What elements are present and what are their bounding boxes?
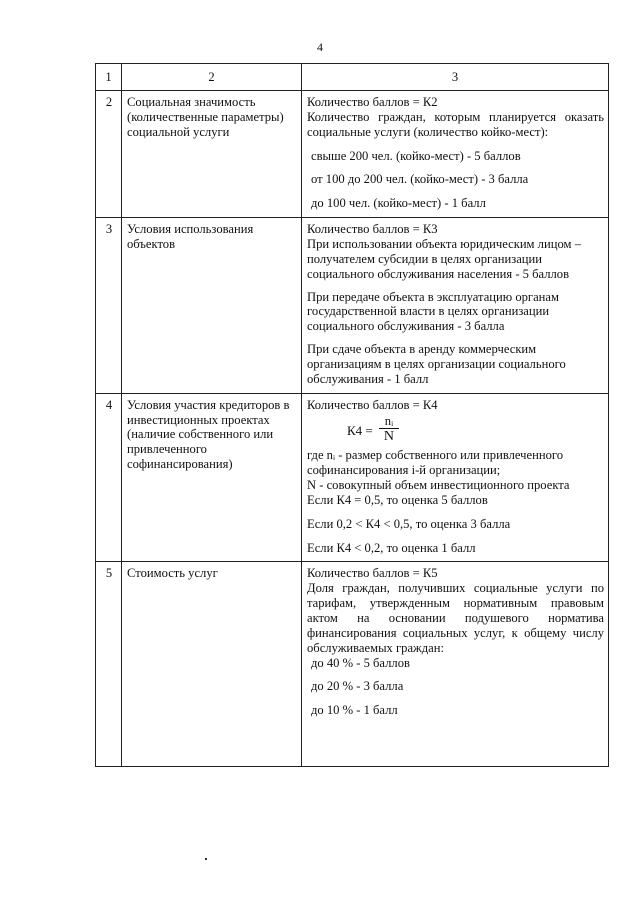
scan-speck — [205, 858, 207, 860]
table-row — [96, 91, 609, 218]
score-option: свыше 200 чел. (койко-мест) - 5 баллов — [311, 148, 521, 163]
k4-formula — [347, 415, 604, 447]
table-row — [96, 562, 609, 767]
scoring-cell — [302, 393, 609, 562]
formula-denominator: N — [383, 429, 394, 445]
page-number: 4 — [317, 40, 323, 54]
column-header-1: 1 — [96, 64, 122, 91]
row-number: 3 — [96, 218, 122, 394]
formula-fraction — [379, 415, 399, 447]
table-row — [96, 218, 609, 394]
scoring-cell — [302, 218, 609, 394]
score-option: до 100 чел. (койко-мест) - 1 балл — [311, 196, 486, 211]
column-header-2: 2 — [122, 64, 302, 91]
formula-label: Количество баллов = К5 — [307, 566, 438, 581]
formula-definition: где nᵢ - размер собственного или привлеченного софинансирования i-й организации; — [307, 448, 564, 478]
formula-lhs: К4 = — [347, 422, 373, 438]
header-row — [96, 64, 609, 91]
criterion-cell: Условия использования объектов — [122, 218, 302, 394]
criterion-cell: Социальная значимость (количественные параметры) социальной услуги — [122, 91, 302, 218]
formula-label: Количество баллов = К3 — [307, 222, 438, 237]
formula-definition: N - совокупный объем инвестиционного проекта — [307, 477, 570, 492]
score-option: Если К4 = 0,5, то оценка 5 баллов — [307, 492, 488, 507]
criterion-description: Доля граждан, получивших социальные услуги по тарифам, утвержденным нормативным правовым актом на основании подушевого норматива финансирования социальных услуг, к общему числу обслуживаемых граждан: — [307, 581, 604, 655]
score-option: Если 0,2 < К4 < 0,5, то оценка 3 балла — [307, 516, 511, 531]
score-option: При использовании объекта юридическим лицом – получателем субсидии в целях организации социального обслуживания населения - 5 баллов — [307, 237, 581, 281]
criterion-cell: Стоимость услуг — [122, 562, 302, 767]
score-option: до 10 % - 1 балл — [311, 703, 398, 718]
criterion-cell: Условия участия кредиторов в инвестиционных проектах (наличие собственного или привлеченного софинансирования) — [122, 393, 302, 562]
column-header-3: 3 — [302, 64, 609, 91]
criterion-description: Количество граждан, которым планируется оказать социальные услуги (количество койко-мест): — [307, 109, 604, 139]
table-row — [96, 393, 609, 562]
score-option: При передаче объекта в эксплуатацию органам государственной власти в целях организации социального обслуживания - 3 балла — [307, 289, 559, 334]
formula-numerator: nᵢ — [379, 415, 399, 430]
score-option: При сдаче объекта в аренду коммерческим организациям в целях организации социального обслуживания - 1 балл — [307, 342, 566, 386]
row-number: 5 — [96, 562, 122, 767]
formula-label: Количество баллов = К2 — [307, 95, 438, 109]
scoring-cell — [302, 562, 609, 767]
score-option: Если К4 < 0,2, то оценка 1 балл — [307, 540, 476, 555]
formula-label: Количество баллов = К4 — [307, 397, 438, 412]
scoring-cell — [302, 91, 609, 218]
row-number: 4 — [96, 393, 122, 562]
row-number: 2 — [96, 91, 122, 218]
criteria-table — [95, 63, 609, 767]
score-option: от 100 до 200 чел. (койко-мест) - 3 балла — [311, 172, 529, 187]
score-option: до 20 % - 3 балла — [311, 679, 404, 694]
score-option: до 40 % - 5 баллов — [311, 655, 410, 670]
